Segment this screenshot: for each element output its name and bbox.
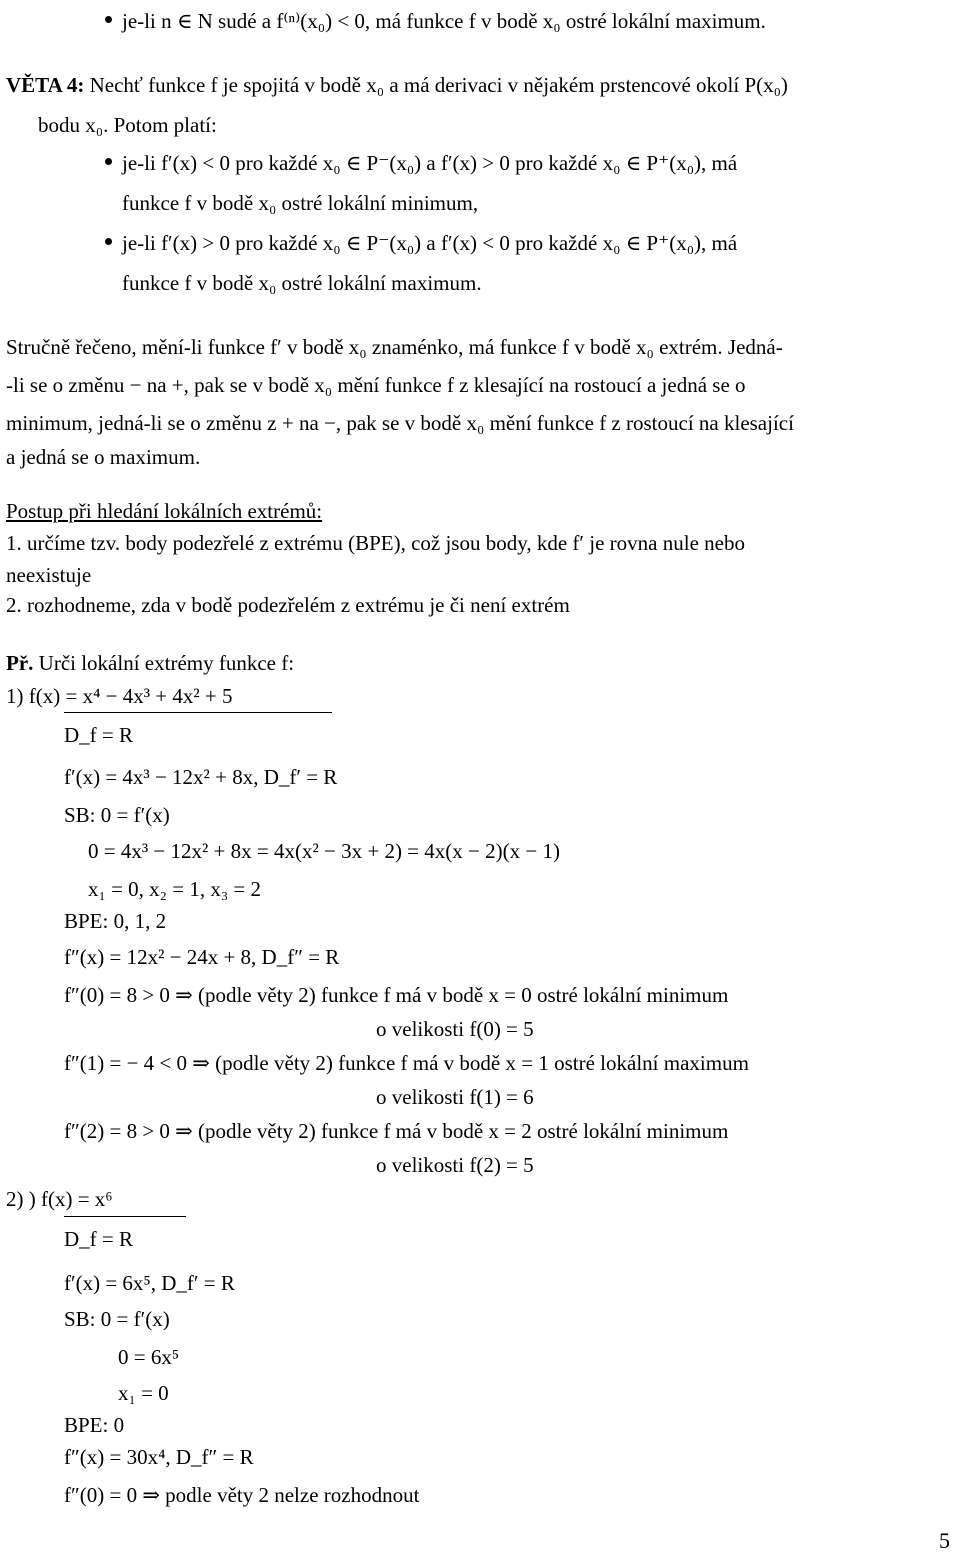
math-line: o velikosti f(2) = 5	[376, 1153, 534, 1177]
math-line: f′(x) = 4x³ − 12x² + 8x, D_f′ = R	[64, 765, 338, 789]
math-line: BPE: 0, 1, 2	[64, 909, 167, 933]
math-line: o velikosti f(1) = 6	[376, 1085, 534, 1109]
math-line: D_f = R	[64, 723, 134, 747]
summary-line: Stručně řečeno, mění-li funkce f′ v bodě x₀ znaménko, má funkce f v bodě x₀ extrém. Jedná-	[6, 335, 783, 359]
theorem-bullet-max: je-li f′(x) > 0 pro každé x₀ ∈ P⁻(x₀) a f′(x) < 0 pro každé x₀ ∈ P⁺(x₀), má	[122, 231, 738, 255]
theorem-bullet-min: je-li f′(x) < 0 pro každé x₀ ∈ P⁻(x₀) a f′(x) > 0 pro každé x₀ ∈ P⁺(x₀), má	[122, 151, 738, 175]
underline-rule	[64, 712, 332, 713]
math-line: f″(1) = − 4 < 0 ⇒ (podle věty 2) funkce f má v bodě x = 1 ostré lokální maximum	[64, 1051, 749, 1075]
math-line: SB: 0 = f′(x)	[64, 1307, 170, 1331]
math-line: SB: 0 = f′(x)	[64, 803, 170, 827]
procedure-step-2: 2. rozhodneme, zda v bodě podezřelém z extrému je či není extrém	[6, 593, 570, 617]
procedure-step-1-cont: neexistuje	[6, 563, 92, 587]
math-line: f″(x) = 30x⁴, D_f″ = R	[64, 1445, 254, 1469]
math-line: f″(x) = 12x² − 24x + 8, D_f″ = R	[64, 945, 340, 969]
theorem-line: bodu x₀. Potom platí:	[38, 113, 217, 137]
math-line: D_f = R	[64, 1227, 134, 1251]
example-label: Př.	[6, 651, 34, 675]
math-line: f′(x) = 6x⁵, D_f′ = R	[64, 1271, 235, 1295]
example-2-function: 2) ) f(x) = x⁶	[6, 1187, 113, 1211]
summary-line: -li se o změnu − na +, pak se v bodě x₀ mění funkce f z klesající na rostoucí a jedná se o	[6, 373, 746, 397]
math-line: f″(0) = 8 > 0 ⇒ (podle věty 2) funkce f má v bodě x = 0 ostré lokální minimum	[64, 983, 729, 1007]
procedure-heading: Postup při hledání lokálních extrémů:	[6, 499, 323, 523]
page-number: 5	[939, 1528, 950, 1553]
math-line: x₁ = 0	[118, 1381, 169, 1405]
summary-line: minimum, jedná-li se o změnu z + na −, pak se v bodě x₀ mění funkce f z rostoucí na klesající	[6, 411, 794, 435]
math-line: BPE: 0	[64, 1413, 125, 1437]
theorem-text: Nechť funkce f je spojitá v bodě x₀ a má derivaci v nějakém prstencové okolí P(x₀)	[89, 73, 788, 97]
theorem-4	[6, 72, 788, 98]
procedure-step-1: 1. určíme tzv. body podezřelé z extrému (BPE), což jsou body, kde f′ je rovna nule nebo	[6, 531, 745, 555]
math-line: f″(2) = 8 > 0 ⇒ (podle věty 2) funkce f má v bodě x = 2 ostré lokální minimum	[64, 1119, 729, 1143]
bullet-marker	[105, 238, 112, 245]
example-1-function: 1) f(x) = x⁴ − 4x³ + 4x² + 5	[6, 684, 233, 708]
line-max-condition: je-li n ∈ N sudé a f⁽ⁿ⁾(x₀) < 0, má funkce f v bodě x₀ ostré lokální maximum.	[122, 9, 766, 33]
bullet-marker	[105, 158, 112, 165]
example-text: Urči lokální extrémy funkce f:	[38, 651, 295, 675]
math-line: o velikosti f(0) = 5	[376, 1017, 534, 1041]
bullet-marker	[105, 16, 112, 23]
math-line: f″(0) = 0 ⇒ podle věty 2 nelze rozhodnout	[64, 1483, 420, 1507]
math-line: 0 = 4x³ − 12x² + 8x = 4x(x² − 3x + 2) = 4x(x − 2)(x − 1)	[88, 839, 560, 863]
underline-rule	[64, 1216, 186, 1217]
summary-line: a jedná se o maximum.	[6, 445, 201, 469]
theorem-line: funkce f v bodě x₀ ostré lokální minimum,	[122, 191, 479, 215]
example-heading	[6, 650, 294, 676]
theorem-label: VĚTA 4:	[6, 73, 85, 97]
math-line: x₁ = 0, x₂ = 1, x₃ = 2	[88, 877, 261, 901]
theorem-line: funkce f v bodě x₀ ostré lokální maximum.	[122, 271, 482, 295]
math-line: 0 = 6x⁵	[118, 1345, 180, 1369]
